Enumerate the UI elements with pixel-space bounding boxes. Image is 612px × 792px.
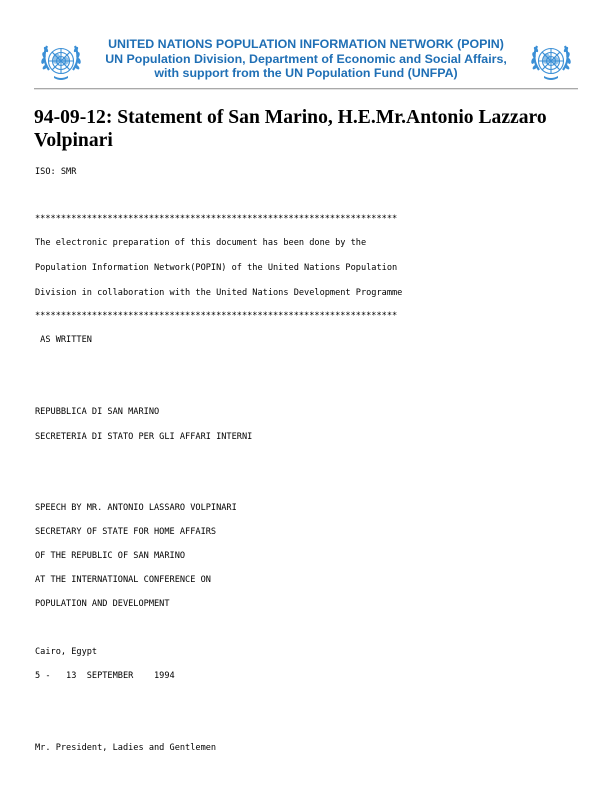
population-development-line: POPULATION AND DEVELOPMENT bbox=[35, 599, 170, 609]
page-header bbox=[0, 0, 612, 92]
republic-heading: REPUBBLICA DI SAN MARINO bbox=[35, 407, 160, 417]
document-title: 94-09-12: Statement of San Marino, H.E.Mr.Antonio Lazzaro Volpinari bbox=[34, 107, 547, 151]
iso-code: ISO: SMR bbox=[35, 167, 77, 177]
asterisk-divider-bottom: ********************************************************************** bbox=[35, 311, 398, 321]
republic-line: OF THE REPUBLIC OF SAN MARINO bbox=[35, 551, 186, 561]
preparation-line-3: Division in collaboration with the United Nations Development Programme bbox=[35, 288, 403, 298]
preparation-line-2: Population Information Network(POPIN) of the United Nations Population bbox=[35, 263, 398, 273]
header-line-support: with support from the UN Population Fund (UNFPA) bbox=[154, 66, 458, 81]
secretary-line: SECRETARY OF STATE FOR HOME AFFAIRS bbox=[35, 527, 217, 537]
header-line-network: UNITED NATIONS POPULATION INFORMATION NETWORK (POPIN) bbox=[108, 37, 504, 51]
location-line: Cairo, Egypt bbox=[35, 647, 98, 657]
as-written-note: AS WRITTEN bbox=[35, 335, 92, 345]
header-line-division: UN Population Division, Department of Economic and Social Affairs, bbox=[105, 51, 507, 66]
date-line: 5 - 13 SEPTEMBER 1994 bbox=[35, 671, 175, 681]
un-emblem-icon bbox=[36, 37, 86, 87]
header-title-block bbox=[86, 37, 526, 81]
un-emblem-icon bbox=[526, 37, 576, 87]
conference-line: AT THE INTERNATIONAL CONFERENCE ON bbox=[35, 575, 211, 585]
speech-by-line: SPEECH BY MR. ANTONIO LASSARO VOLPINARI bbox=[35, 503, 237, 513]
asterisk-divider-top: ********************************************************************** bbox=[35, 214, 398, 224]
preparation-line-1: The electronic preparation of this document has been done by the bbox=[35, 238, 367, 248]
header-divider bbox=[34, 88, 578, 90]
salutation-line: Mr. President, Ladies and Gentlemen bbox=[35, 743, 217, 753]
secretariat-heading: SECRETERIA DI STATO PER GLI AFFARI INTERNI bbox=[35, 432, 253, 442]
